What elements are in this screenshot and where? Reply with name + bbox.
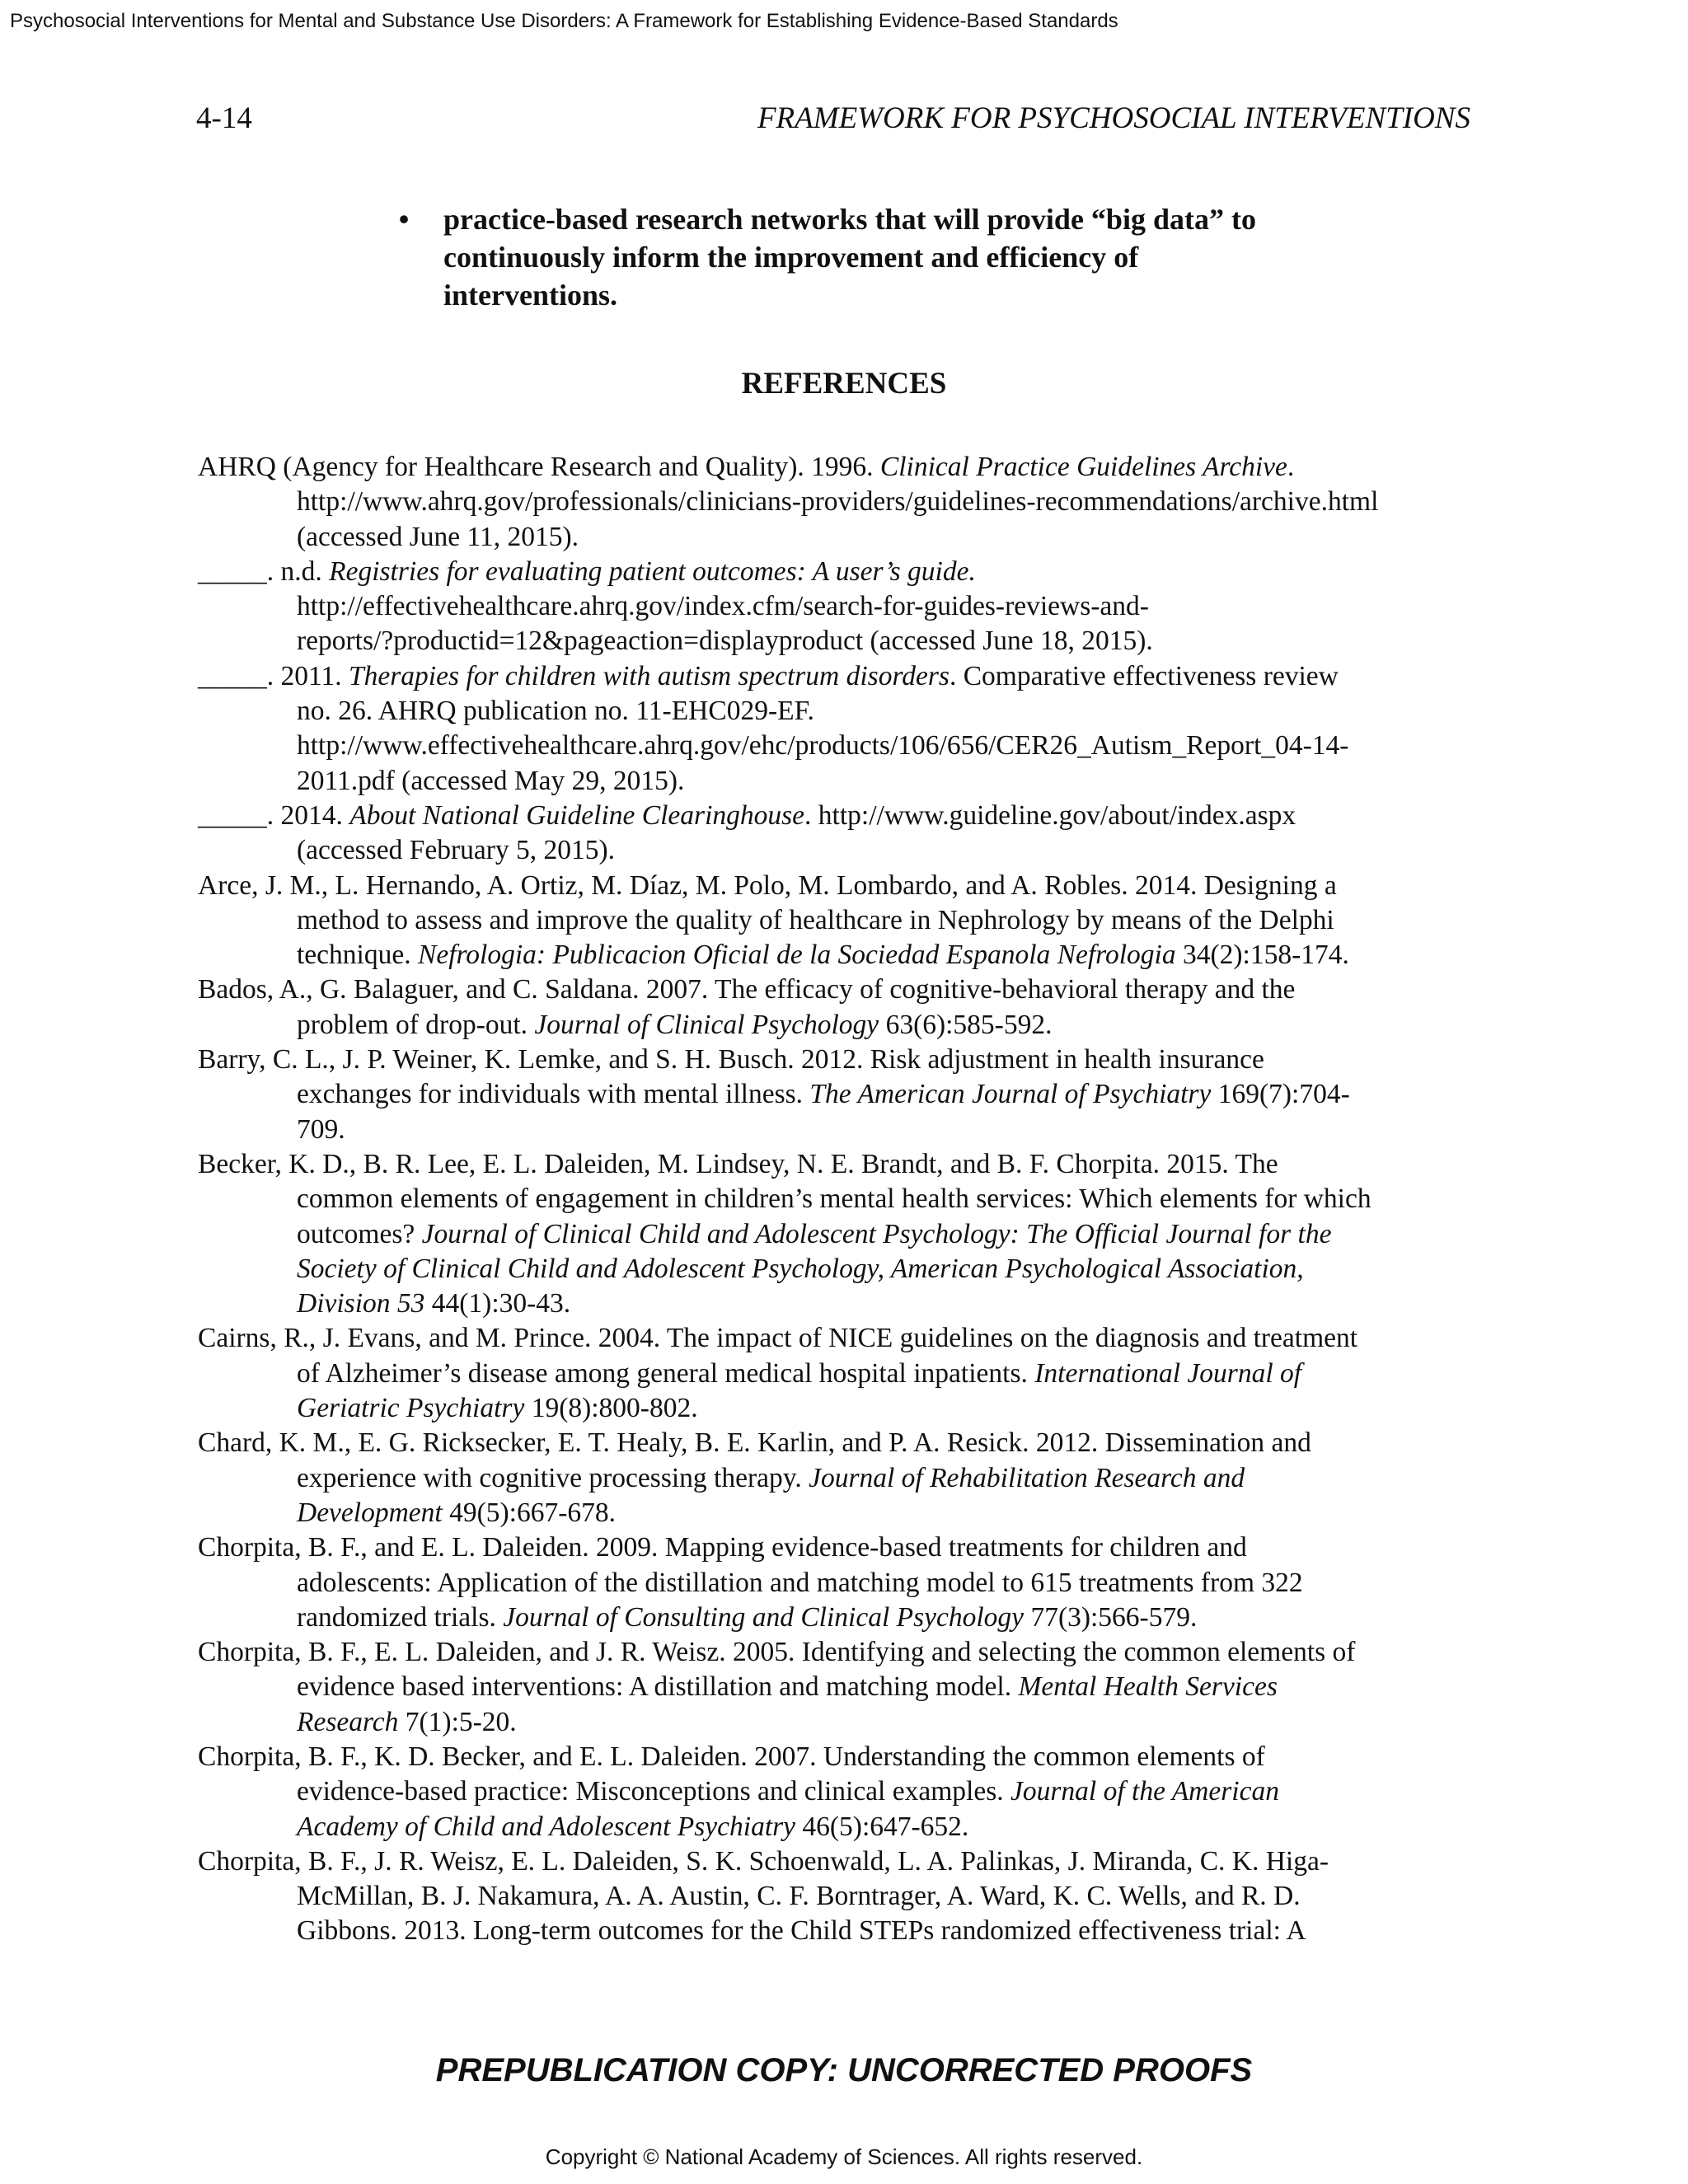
reference-title-italic: Nefrologia: Publicacion Oficial de la Sociedad Espanola Nefrologia <box>417 940 1176 971</box>
bullet-line: practice-based research networks that will provide “big data” to <box>443 203 1256 236</box>
reference-line <box>198 1879 1517 1914</box>
reference-text: 49(5):667-678. <box>442 1497 617 1528</box>
reference-text: AHRQ (Agency for Healthcare Research and Quality). 1996. <box>198 452 880 482</box>
reference-entry-start <box>198 1530 1517 1565</box>
reference-line <box>198 1113 1517 1147</box>
reference-text: Barry, C. L., J. P. Weiner, K. Lemke, and S. H. Busch. 2012. Risk adjustment in health insurance <box>198 1044 1264 1076</box>
reference-text: 46(5):647-652. <box>795 1811 969 1842</box>
reference-title-italic: Academy of Child and Adolescent Psychiatry <box>297 1811 796 1842</box>
reference-line <box>198 1705 1517 1740</box>
reference-text: Arce, J. M., L. Hernando, A. Ortiz, M. Díaz, M. Polo, M. Lombardo, and A. Robles. 2014. Designing a <box>198 869 1337 901</box>
reference-text: Becker, K. D., B. R. Lee, E. L. Daleiden, M. Lindsey, N. E. Brandt, and B. F. Chorpita. 2015. The <box>198 1148 1278 1179</box>
bullet-line: continuously inform the improvement and efficiency of <box>443 241 1139 274</box>
reference-entry-start <box>198 1321 1517 1356</box>
copyright-notice: Copyright © National Academy of Sciences. All rights reserved. <box>545 2144 1143 2169</box>
reference-entry-start <box>198 869 1517 903</box>
reference-text: Chorpita, B. F., E. L. Daleiden, and J. R. Weisz. 2005. Identifying and selecting the common elements of <box>198 1637 1356 1668</box>
reference-line <box>198 903 1517 938</box>
reference-line <box>198 520 1517 555</box>
reference-line <box>198 1810 1517 1844</box>
running-head: FRAMEWORK FOR PSYCHOSOCIAL INTERVENTIONS <box>757 101 1470 135</box>
reference-text: of Alzheimer’s disease among general medical hospital inpatients. <box>297 1357 1035 1389</box>
reference-text: 44(1):30-43. <box>424 1288 571 1319</box>
reference-text: (accessed February 5, 2015). <box>297 835 616 866</box>
page-number: 4-14 <box>196 101 252 135</box>
reference-title-italic: Therapies for children with autism spectrum disorders <box>349 660 950 691</box>
reference-text: common elements of engagement in children’s mental health services: Which elements for which <box>297 1183 1372 1215</box>
references-heading: REFERENCES <box>741 367 947 401</box>
reference-text: evidence-based practice: Misconceptions and clinical examples. <box>297 1776 1010 1807</box>
reference-line <box>198 1008 1517 1043</box>
reference-text: 19(8):800-802. <box>524 1393 698 1424</box>
reference-text: . <box>1287 452 1295 482</box>
reference-text: 77(3):566-579. <box>1024 1601 1198 1633</box>
reference-entry-start <box>198 1147 1517 1182</box>
reference-line <box>198 624 1517 658</box>
reference-text: Chorpita, B. F., and E. L. Daleiden. 2009. Mapping evidence-based treatments for children and <box>198 1532 1247 1563</box>
reference-line <box>198 833 1517 868</box>
reference-text: 709. <box>297 1113 345 1145</box>
reference-title-italic: Society of Clinical Child and Adolescent Psychology, American Psychological Association, <box>297 1253 1304 1284</box>
reference-text: 34(2):158-174. <box>1175 940 1349 971</box>
reference-entry-start <box>198 450 1517 485</box>
reference-line <box>198 1182 1517 1216</box>
reference-title-italic: Journal of Consulting and Clinical Psychology <box>503 1601 1025 1633</box>
reference-text: problem of drop-out. <box>297 1009 535 1040</box>
reference-line <box>198 729 1517 763</box>
reference-entry-start <box>198 555 1517 589</box>
reference-line <box>198 764 1517 799</box>
reference-text: technique. <box>297 940 418 971</box>
reference-entry-start <box>198 799 1517 833</box>
reference-line <box>198 1217 1517 1252</box>
reference-text: http://www.ahrq.gov/professionals/clinicians-providers/guidelines-recommendations/archive.html <box>297 486 1379 518</box>
reference-title-italic: International Journal of <box>1034 1357 1302 1389</box>
reference-title-italic: Journal of Rehabilitation Research and <box>809 1462 1245 1493</box>
reference-text: randomized trials. <box>297 1601 504 1633</box>
reference-title-italic: Geriatric Psychiatry <box>297 1393 525 1424</box>
reference-text: _____. 2011. <box>198 660 349 691</box>
reference-text: exchanges for individuals with mental illness. <box>297 1079 810 1110</box>
reference-text: Gibbons. 2013. Long-term outcomes for the Child STEPs randomized effectiveness trial: A <box>297 1915 1306 1947</box>
reference-text: adolescents: Application of the distillation and matching model to 615 treatments from 322 <box>297 1567 1303 1598</box>
reference-title-italic: Journal of the American <box>1010 1776 1279 1807</box>
reference-entry-start <box>198 1635 1517 1670</box>
reference-line <box>198 1496 1517 1530</box>
reference-text: . http://www.guideline.gov/about/index.aspx <box>804 799 1296 831</box>
reference-text: http://effectivehealthcare.ahrq.gov/index.cfm/search-for-guides-reviews-and- <box>297 591 1149 622</box>
reference-line <box>198 1077 1517 1112</box>
reference-text: _____. n.d. <box>198 555 330 587</box>
reference-line <box>198 694 1517 729</box>
reference-text: http://www.effectivehealthcare.ahrq.gov/ehc/products/106/656/CER26_Autism_Report_04-14- <box>297 730 1349 762</box>
reference-text: Chorpita, B. F., K. D. Becker, and E. L. Daleiden. 2007. Understanding the common elements of <box>198 1741 1265 1772</box>
reference-title-italic: Clinical Practice Guidelines Archive <box>879 452 1287 482</box>
reference-text: no. 26. AHRQ publication no. 11-EHC029-EF. <box>297 696 814 727</box>
reference-line <box>198 1670 1517 1704</box>
reference-entry-start <box>198 1844 1517 1879</box>
bullet-line: interventions. <box>443 279 617 312</box>
reference-entry-start <box>198 1043 1517 1077</box>
reference-line <box>198 1914 1517 1948</box>
reference-text: 63(6):585-592. <box>879 1009 1053 1040</box>
reference-title-italic: Journal of Clinical Psychology <box>534 1009 879 1040</box>
reference-text: . Comparative effectiveness review <box>949 660 1339 691</box>
reference-entry-start <box>198 659 1517 694</box>
reference-text: Chard, K. M., E. G. Ricksecker, E. T. Healy, B. E. Karlin, and P. A. Resick. 2012. Dissemination and <box>198 1427 1311 1459</box>
reference-text: Cairns, R., J. Evans, and M. Prince. 2004. The impact of NICE guidelines on the diagnosis and treatment <box>198 1323 1358 1354</box>
reference-line <box>198 1774 1517 1809</box>
bullet-icon: • <box>398 203 410 236</box>
reference-text: McMillan, B. J. Nakamura, A. A. Austin, C. F. Borntrager, A. Ward, K. C. Wells, and R. D. <box>297 1881 1301 1912</box>
reference-title-italic: Registries for evaluating patient outcomes: A user’s guide. <box>329 555 976 587</box>
reference-line <box>198 1286 1517 1321</box>
reference-line <box>198 938 1517 972</box>
reference-line <box>198 1601 1517 1635</box>
reference-entry-start <box>198 1426 1517 1460</box>
reference-text: method to assess and improve the quality of healthcare in Nephrology by means of the Delphi <box>297 904 1334 935</box>
prepublication-notice: PREPUBLICATION COPY: UNCORRECTED PROOFS <box>435 2052 1253 2088</box>
reference-text: evidence based interventions: A distillation and matching model. <box>297 1671 1019 1703</box>
reference-text: 169(7):704- <box>1211 1079 1350 1110</box>
reference-title-italic: Journal of Clinical Child and Adolescent Psychology: The Official Journal for the <box>421 1218 1332 1249</box>
reference-text: experience with cognitive processing therapy. <box>297 1462 809 1493</box>
reference-line <box>198 1252 1517 1286</box>
reference-list <box>198 450 1517 1949</box>
reference-text: _____. 2014. <box>198 799 350 831</box>
reference-text: 7(1):5-20. <box>398 1706 517 1737</box>
reference-title-italic: Development <box>297 1497 443 1528</box>
reference-line <box>198 1461 1517 1496</box>
reference-text: Chorpita, B. F., J. R. Weisz, E. L. Daleiden, S. K. Schoenwald, L. A. Palinkas, J. Miranda, C. K. Higa- <box>198 1845 1329 1877</box>
reference-text: outcomes? <box>297 1218 422 1249</box>
reference-title-italic: Research <box>297 1706 399 1737</box>
reference-line <box>198 1566 1517 1601</box>
reference-title-italic: About National Guideline Clearinghouse <box>349 799 805 831</box>
document-title-bar: Psychosocial Interventions for Mental and Substance Use Disorders: A Framework for Establishing Evidence-Based Standards <box>10 10 1118 32</box>
reference-entry-start <box>198 972 1517 1007</box>
reference-text: Bados, A., G. Balaguer, and C. Saldana. 2007. The efficacy of cognitive-behavioral therapy and the <box>198 974 1296 1005</box>
reference-text: (accessed June 11, 2015). <box>297 521 579 552</box>
reference-line <box>198 485 1517 519</box>
reference-line <box>198 1391 1517 1426</box>
reference-text: 2011.pdf (accessed May 29, 2015). <box>297 765 685 796</box>
reference-title-italic: The American Journal of Psychiatry <box>809 1079 1212 1110</box>
reference-entry-start <box>198 1740 1517 1774</box>
reference-text: reports/?productid=12&pageaction=displayproduct (accessed June 18, 2015). <box>297 626 1153 657</box>
reference-title-italic: Division 53 <box>297 1288 425 1319</box>
reference-line <box>198 1357 1517 1391</box>
reference-line <box>198 589 1517 624</box>
bullet-text <box>443 200 1432 314</box>
reference-title-italic: Mental Health Services <box>1018 1671 1278 1703</box>
